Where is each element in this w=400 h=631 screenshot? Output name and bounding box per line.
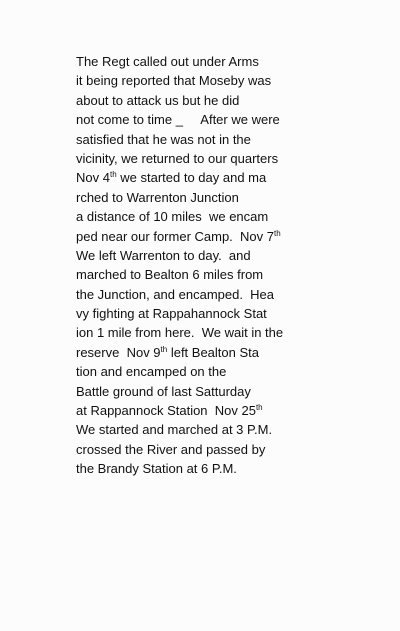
- text-line: [76, 130, 396, 149]
- text-line: [76, 246, 396, 265]
- ordinal-suffix: th: [160, 344, 168, 354]
- text-segment: not come to time _ After we were: [76, 112, 280, 128]
- text-segment: ion 1 mile from here. We wait in the: [76, 325, 284, 341]
- text-line: [76, 110, 396, 129]
- text-line: [76, 304, 396, 323]
- text-segment: a distance of 10 miles we encam: [76, 209, 269, 225]
- text-line: [76, 420, 396, 439]
- text-segment: about to attack us but he did: [76, 92, 240, 108]
- text-line: [76, 323, 396, 342]
- text-segment: Battle ground of last Satturday: [76, 383, 251, 399]
- ordinal-suffix: th: [273, 228, 281, 238]
- text-segment: ped near our former Camp. Nov 7: [76, 228, 274, 244]
- text-line: [76, 91, 396, 110]
- text-line: [76, 362, 396, 381]
- text-line: [76, 207, 396, 226]
- text-line: [76, 459, 396, 478]
- text-segment: crossed the River and passed by: [76, 441, 266, 457]
- text-line: [76, 382, 396, 401]
- text-segment: The Regt called out under Arms: [76, 54, 259, 69]
- text-segment: the Junction, and encamped. Hea: [76, 286, 275, 302]
- text-segment: marched to Bealton 6 miles from: [76, 267, 264, 283]
- text-line: [76, 285, 396, 304]
- ordinal-suffix: th: [255, 403, 263, 413]
- text-segment: We left Warrenton to day. and: [76, 247, 251, 263]
- text-line: [76, 168, 396, 187]
- text-segment: vicinity, we returned to our quarters: [76, 150, 279, 166]
- text-segment: Nov 4: [76, 170, 110, 186]
- text-segment: satisfied that he was not in the: [76, 131, 251, 147]
- text-line: [76, 52, 396, 71]
- text-segment: we started to day and ma: [116, 170, 267, 186]
- text-line: [76, 188, 396, 207]
- diary-entry-text: [76, 52, 396, 479]
- text-segment: vy fighting at Rappahannock Stat: [76, 306, 267, 322]
- text-line: [76, 265, 396, 284]
- text-segment: reserve Nov 9: [76, 344, 161, 360]
- text-line: [76, 149, 396, 168]
- text-segment: rched to Warrenton Junction: [76, 189, 239, 205]
- text-segment: left Bealton Sta: [167, 344, 259, 360]
- text-segment: tion and encamped on the: [76, 364, 227, 380]
- text-line: [76, 227, 396, 246]
- text-segment: at Rappannock Station Nov 25: [76, 403, 256, 419]
- text-segment: it being reported that Moseby was: [76, 73, 272, 89]
- text-line: [76, 401, 396, 420]
- text-line: [76, 343, 396, 362]
- text-line: [76, 440, 396, 459]
- ordinal-suffix: th: [109, 170, 117, 180]
- text-segment: We started and marched at 3 P.M.: [76, 422, 273, 438]
- text-line: [76, 71, 396, 90]
- text-segment: the Brandy Station at 6 P.M.: [76, 461, 237, 477]
